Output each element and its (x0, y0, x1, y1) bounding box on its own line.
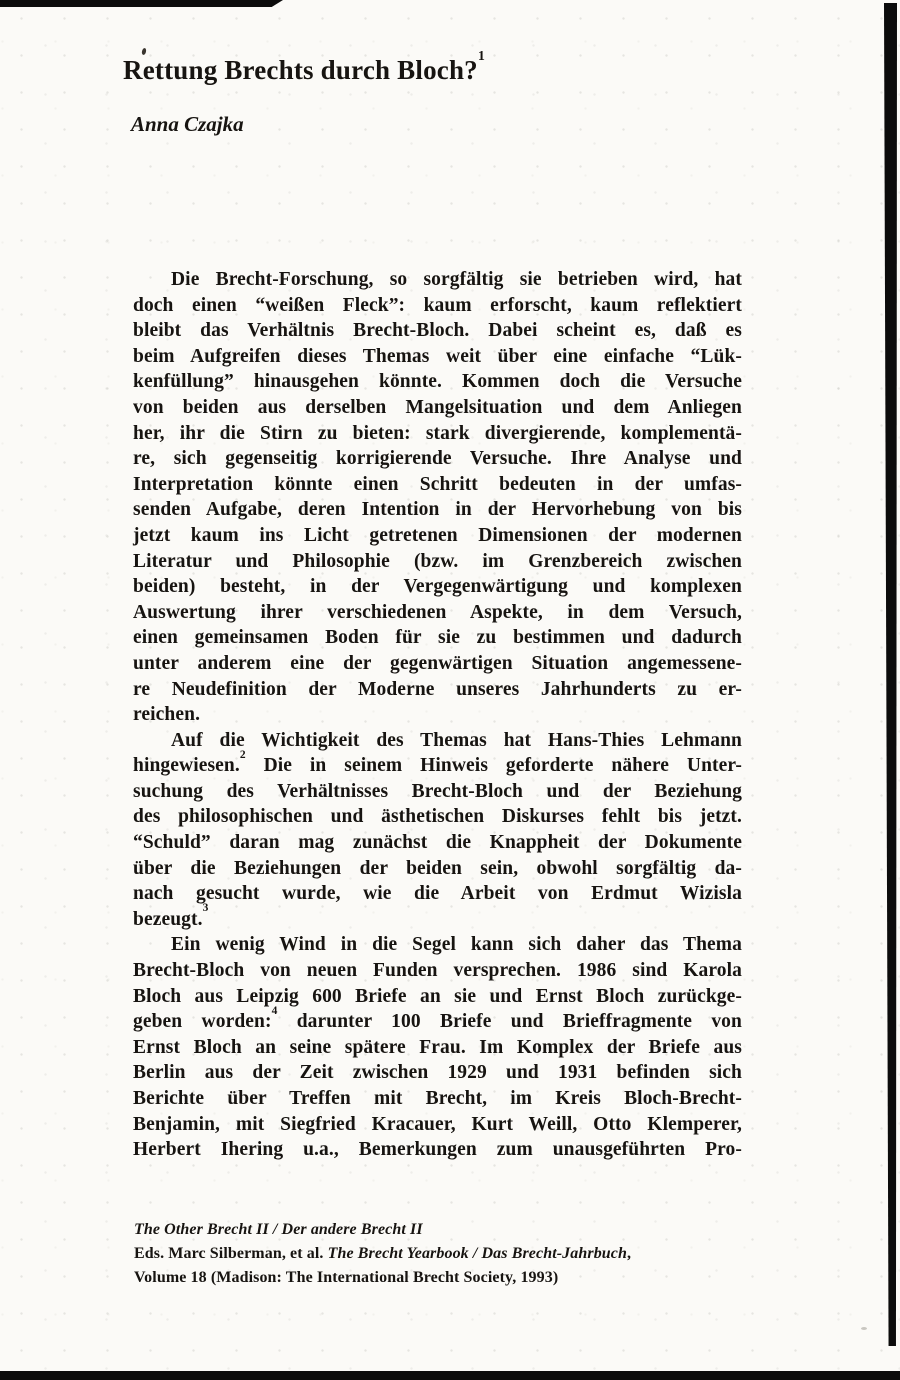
scan-speck (861, 1327, 867, 1330)
citation-line (134, 1242, 754, 1266)
text-line: jetzt kaum ins Licht getretenen Dimensionen der modernen (133, 524, 742, 546)
article-title (123, 49, 486, 86)
text-line: des philosophischen und ästhetischen Diskurses fehlt bis jetzt. (133, 806, 742, 828)
text-line: einen gemeinsamen Boden für sie zu bestimmen und dadurch (133, 627, 742, 649)
citation-line (134, 1266, 754, 1290)
text-line: Ein wenig Wind in die Segel kann sich daher das Thema (171, 934, 742, 956)
text-line: Berlin aus der Zeit zwischen 1929 und 1931 befinden sich (133, 1062, 742, 1084)
text-line: von beiden aus derselben Mangelsituation und dem Anliegen (133, 396, 742, 418)
text-line: geben worden:$^4$ darunter 100 Briefe und Brieffragmente von (133, 1004, 742, 1033)
text-line: über die Beziehungen der beiden sein, obwohl sorgfältig da- (133, 857, 742, 879)
text-line: unter anderem eine der gegenwärtigen Situation angemessene- (133, 652, 742, 674)
citation-segment-italic: The Other Brecht II / Der andere Brecht II (134, 1221, 423, 1238)
text-line: beiden) besteht, in der Vergegenwärtigung und komplexen (133, 576, 742, 598)
text-line: re Neudefinition der Moderne unseres Jahrhunderts zu er- (133, 678, 742, 700)
citation-line (134, 1218, 754, 1242)
text-line: kenfüllung” hinausgehen könnte. Kommen doch die Versuche (133, 371, 742, 393)
text-line: Berichte über Treffen mit Brecht, im Kreis Bloch-Brecht- (133, 1088, 742, 1109)
text-line: Auf die Wichtigkeit des Themas hat Hans-Thies Lehmann (171, 729, 742, 751)
footnote-ref: 2 (239, 748, 246, 761)
footnote-ref: 4 (271, 1004, 278, 1017)
text-line: hingewiesen.$^2$ Die in seinem Hinweis geforderte nähere Unter- (133, 748, 742, 777)
text-line: Literatur und Philosophie (bzw. im Grenzbereich zwischen (133, 550, 742, 572)
text-line: suchung des Verhältnisses Brecht-Bloch und der Beziehung (133, 780, 742, 802)
text-line: “Schuld” daran mag zunächst die Knappheit der Dokumente (133, 832, 742, 854)
text-line: bezeugt.$^3$ (133, 902, 209, 930)
text-line: Die Brecht-Forschung, so sorgfältig sie betrieben wird, hat (171, 269, 742, 290)
article-body (133, 267, 742, 1163)
text-line: her, ihr die Stirn zu bieten: stark divergierende, komplementä- (133, 422, 742, 444)
article-title-text: Rettung Brechts durch Bloch? (123, 55, 478, 85)
title-footnote-ref: 1 (477, 49, 486, 64)
text-line: senden Aufgabe, deren Intention in der Hervorhebung von bis (133, 499, 742, 521)
text-line: re, sich gegenseitig korrigierende Versuche. Ihre Analyse und (133, 448, 742, 470)
text-line: beim Aufgreifen dieses Themas weit über eine einfache “Lük- (133, 345, 742, 367)
text-line: reichen. (133, 704, 201, 726)
scan-edge-top-left (0, 0, 283, 7)
text-line: Brecht-Bloch von neuen Funden versprechen. 1986 sind Karola (133, 960, 742, 982)
text-line: Interpretation könnte einen Schritt bedeuten in der umfas- (133, 473, 742, 495)
footnote-ref: 3 (202, 902, 209, 915)
text-line: Auswertung ihrer verschiedenen Aspekte, in dem Versuch, (133, 601, 742, 623)
scan-edge-bottom (0, 1371, 900, 1380)
text-line: Ernst Bloch an seine spätere Frau. Im Komplex der Briefe aus (133, 1036, 742, 1058)
article-author: Anna Czajka (131, 112, 244, 136)
citation-segment: , (627, 1245, 632, 1262)
text-line: Herbert Ihering u.a., Bemerkungen zum unausgeführten Pro- (133, 1139, 742, 1161)
footer-citation (134, 1218, 754, 1290)
scan-edge-right (884, 3, 897, 1346)
text-line: doch einen “weißen Fleck”: kaum erforscht, kaum reflektiert (133, 294, 742, 316)
citation-segment: Volume 18 (Madison: The International Brecht Society, 1993) (134, 1269, 559, 1286)
text-line: Bloch aus Leipzig 600 Briefe an sie und Ernst Bloch zurückge- (133, 985, 742, 1007)
text-line: nach gesucht wurde, wie die Arbeit von Erdmut Wizisla (133, 883, 742, 905)
text-line: Benjamin, mit Siegfried Kracauer, Kurt Weill, Otto Klemperer, (133, 1113, 742, 1135)
text-line: bleibt das Verhältnis Brecht-Bloch. Dabei scheint es, daß es (133, 320, 742, 342)
citation-segment: Eds. Marc Silberman, et al. (134, 1245, 328, 1262)
citation-segment-italic: The Brecht Yearbook / Das Brecht-Jahrbuch (327, 1245, 627, 1262)
